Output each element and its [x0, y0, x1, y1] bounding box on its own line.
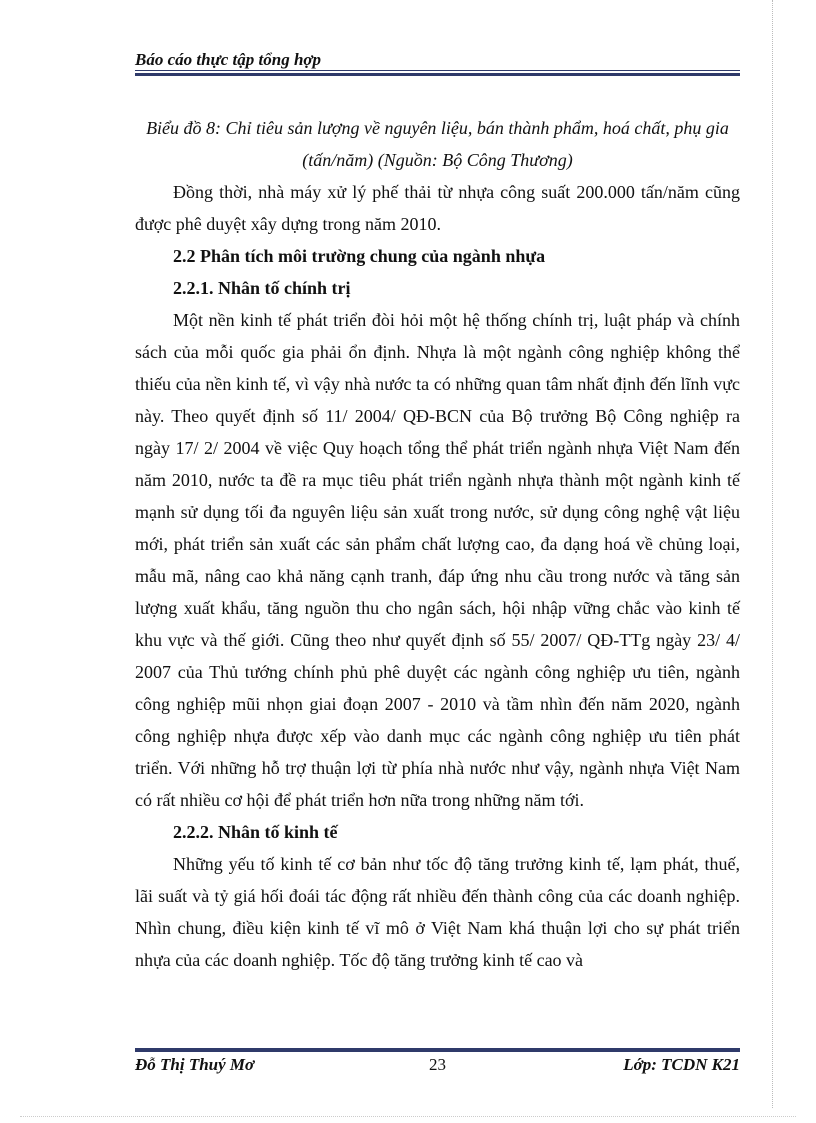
- section-heading-2-2-1: 2.2.1. Nhân tố chính trị: [173, 278, 351, 298]
- header-rule: [135, 70, 740, 76]
- paragraph-political-factors: Một nền kinh tế phát triển đòi hỏi một hệ thống chính trị, luật pháp và chính sách của mỗi quốc gia phải ổn định. Nhựa là một ngành công nghiệp không thể thiếu của nền kinh tế, vì vậy nhà nước ta có những quan tâm nhất định đến lĩnh vực này. Theo quyết định số 11/ 2004/ QĐ-BCN của Bộ trưởng Bộ Công nghiệp ra ngày 17/ 2/ 2004 về việc Quy hoạch tổng thể phát triển ngành nhựa Việt Nam đến năm 2010, nước ta đề ra mục tiêu phát triển ngành nhựa thành một ngành kinh tế mạnh sử dụng tối đa nguyên liệu sản xuất trong nước, sử dụng công nghệ vật liệu mới, phát triển sản xuất các sản phẩm chất lượng cao, đa dạng hoá về chủng loại, mẫu mã, nâng cao khả năng cạnh tranh, đáp ứng nhu cầu trong nước và tăng sản lượng xuất khẩu, tăng nguồn thu cho ngân sách, hội nhập vững chắc vào kinh tế khu vực và thế giới. Cũng theo như quyết định số 55/ 2007/ QĐ-TTg ngày 23/ 4/ 2007 của Thủ tướng chính phủ phê duyệt các ngành công nghiệp ưu tiên, ngành công nghiệp mũi nhọn giai đoạn 2007 - 2010 và tầm nhìn đến năm 2020, ngành công nghiệp nhựa được xếp vào danh mục các ngành công nghiệp ưu tiên phát triển. Với những hỗ trợ thuận lợi từ phía nhà nước như vậy, ngành nhựa Việt Nam có rất nhiều cơ hội để phát triển hơn nữa trong những năm tới.: [135, 310, 740, 810]
- right-margin-dotted-line: [772, 0, 773, 1108]
- footer-class-label: Lớp: TCDN K21: [623, 1055, 740, 1074]
- bottom-margin-dotted-line: [20, 1116, 796, 1117]
- paragraph-economic-factors: Những yếu tố kinh tế cơ bản như tốc độ tăng trưởng kinh tế, lạm phát, thuế, lãi suất và tỷ giá hối đoái tác động rất nhiều đến thành công của các doanh nghiệp. Nhìn chung, điều kiện kinh tế vĩ mô ở Việt Nam khá thuận lợi cho sự phát triển nhựa của các doanh nghiệp. Tốc độ tăng trưởng kinh tế cao và: [135, 854, 740, 970]
- figure-caption: Biểu đồ 8: Chỉ tiêu sản lượng về nguyên liệu, bán thành phẩm, hoá chất, phụ gia (tấn/năm) (Nguồn: Bộ Công Thương): [146, 118, 729, 170]
- header-title: Báo cáo thực tập tổng hợp: [135, 50, 322, 69]
- footer-author: Đỗ Thị Thuý Mơ: [135, 1055, 255, 1074]
- page-footer: [135, 1055, 740, 1077]
- paragraph-plant-approval: Đồng thời, nhà máy xử lý phế thải từ nhựa công suất 200.000 tấn/năm cũng được phê duyệt xây dựng trong năm 2010.: [135, 182, 740, 234]
- page-number: 23: [429, 1055, 446, 1074]
- section-heading-2-2: 2.2 Phân tích môi trường chung của ngành nhựa: [173, 246, 546, 266]
- page-body: [135, 112, 740, 976]
- section-heading-2-2-2: 2.2.2. Nhân tố kinh tế: [173, 822, 338, 842]
- footer-rule: [135, 1046, 740, 1052]
